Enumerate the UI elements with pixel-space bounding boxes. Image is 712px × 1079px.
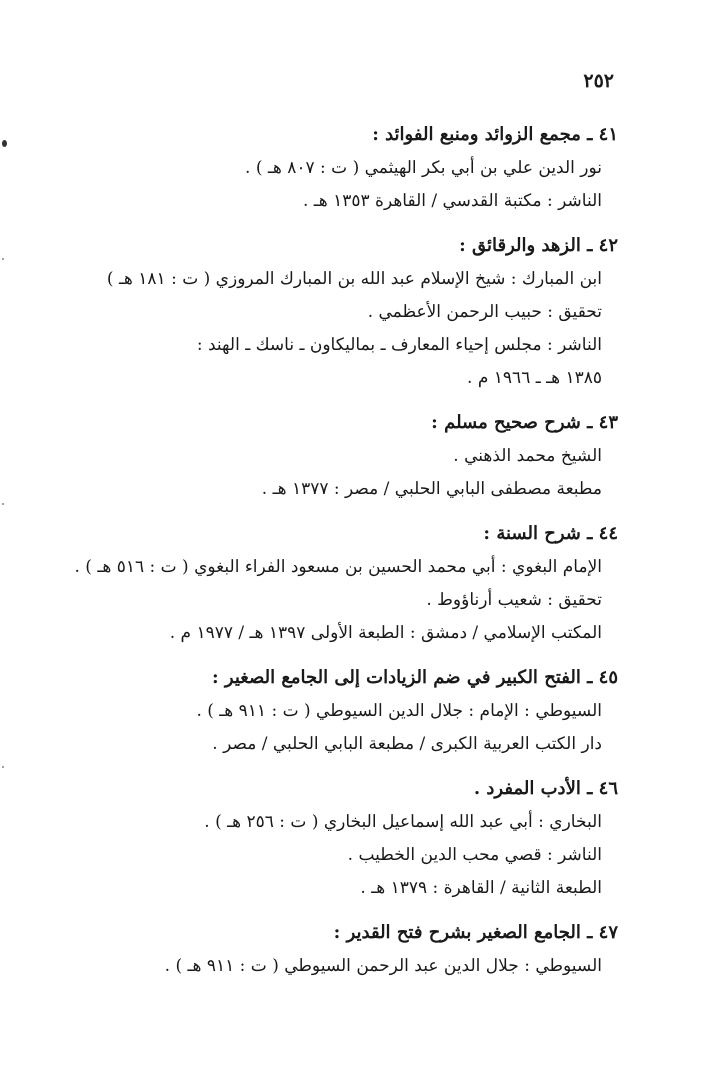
entry-title: ٤٤ ـ شرح السنة : [483, 523, 618, 544]
entry-number: ٤٧ [598, 922, 618, 943]
entry-line: تحقيق : حبيب الرحمن الأعظمي . [367, 302, 602, 322]
entry-title-text: الأدب المفرد . [473, 778, 581, 799]
entry-line: مطبعة مصطفى البابي الحلبي / مصر : ١٣٧٧ هـ . [261, 479, 602, 499]
entry-title-text: الزهد والرقائق : [459, 235, 581, 256]
entry-number: ٤٣ [598, 412, 618, 433]
bibliography-entry [88, 916, 618, 983]
entry-line: الطبعة الثانية / القاهرة : ١٣٧٩ هـ . [360, 878, 602, 898]
bibliography-entry [74, 517, 618, 650]
entry-number: ٤٥ [598, 667, 618, 688]
entry-title-text: الجامع الصغير بشرح فتح القدير : [333, 922, 581, 943]
entry-number: ٤١ [598, 124, 618, 145]
entry-title: ٤٧ ـ الجامع الصغير بشرح فتح القدير : [333, 922, 618, 943]
bibliography-entry [88, 229, 618, 395]
entry-title: ٤٣ ـ شرح صحيح مسلم : [431, 412, 618, 433]
entry-number: ٤٢ [598, 235, 618, 256]
entry-line: تحقيق : شعيب أرناؤوط . [426, 590, 602, 610]
entry-title-text: مجمع الزوائد ومنبع الفوائد : [372, 124, 581, 145]
bibliography-entry [88, 406, 618, 506]
entry-line: الناشر : قصي محب الدين الخطيب . [347, 845, 602, 865]
entry-line: الناشر : مكتبة القدسي / القاهرة ١٣٥٣ هـ . [302, 191, 602, 211]
bibliography-entry [88, 118, 618, 218]
entry-line: السيوطي : جلال الدين عبد الرحمن السيوطي ( ت : ٩١١ هـ ) . [164, 956, 602, 976]
entry-title: ٤٥ ـ الفتح الكبير في ضم الزيادات إلى الجامع الصغير : [212, 667, 618, 688]
entry-title-text: الفتح الكبير في ضم الزيادات إلى الجامع الصغير : [212, 667, 581, 688]
entry-line: نور الدين علي بن أبي بكر الهيثمي ( ت : ٨٠٧ هـ ) . [245, 158, 602, 178]
page-number: ٢٥٢ [583, 70, 614, 92]
entry-title-text: شرح السنة : [483, 523, 581, 544]
bibliography-entry [88, 772, 618, 905]
scan-mark-dot [2, 140, 7, 147]
entry-line: دار الكتب العربية الكبرى / مطبعة البابي الحلبي / مصر . [212, 734, 602, 754]
entry-line: ابن المبارك : شيخ الإسلام عبد الله بن المبارك المروزي ( ت : ١٨١ هـ ) [106, 269, 602, 289]
entry-line: الناشر : مجلس إحياء المعارف ـ بماليكاون ـ ناسك ـ الهند : [196, 335, 602, 355]
entry-line: المكتب الإسلامي / دمشق : الطبعة الأولى ١٣٩٧ هـ / ١٩٧٧ م . [169, 623, 602, 643]
entry-line: الشيخ محمد الذهني . [453, 446, 602, 466]
bibliography-list [74, 118, 618, 994]
scan-mark-dot [2, 258, 4, 260]
entry-title: ٤١ ـ مجمع الزوائد ومنبع الفوائد : [372, 124, 618, 145]
scan-mark-dot [2, 766, 4, 768]
bibliography-entry [88, 661, 618, 761]
entry-line: السيوطي : الإمام : جلال الدين السيوطي ( ت : ٩١١ هـ ) . [196, 701, 602, 721]
entry-title-text: شرح صحيح مسلم : [431, 412, 581, 433]
entry-number: ٤٤ [598, 523, 618, 544]
entry-line: البخاري : أبي عبد الله إسماعيل البخاري ( ت : ٢٥٦ هـ ) . [204, 812, 602, 832]
entry-number: ٤٦ [598, 778, 618, 799]
entry-title: ٤٦ ـ الأدب المفرد . [473, 778, 618, 799]
entry-title: ٤٢ ـ الزهد والرقائق : [459, 235, 618, 256]
entry-line: ١٣٨٥ هـ ـ ١٩٦٦ م . [467, 368, 602, 388]
scan-mark-dot [2, 503, 4, 505]
entry-line: الإمام البغوي : أبي محمد الحسين بن مسعود الفراء البغوي ( ت : ٥١٦ هـ ) . [74, 557, 602, 577]
